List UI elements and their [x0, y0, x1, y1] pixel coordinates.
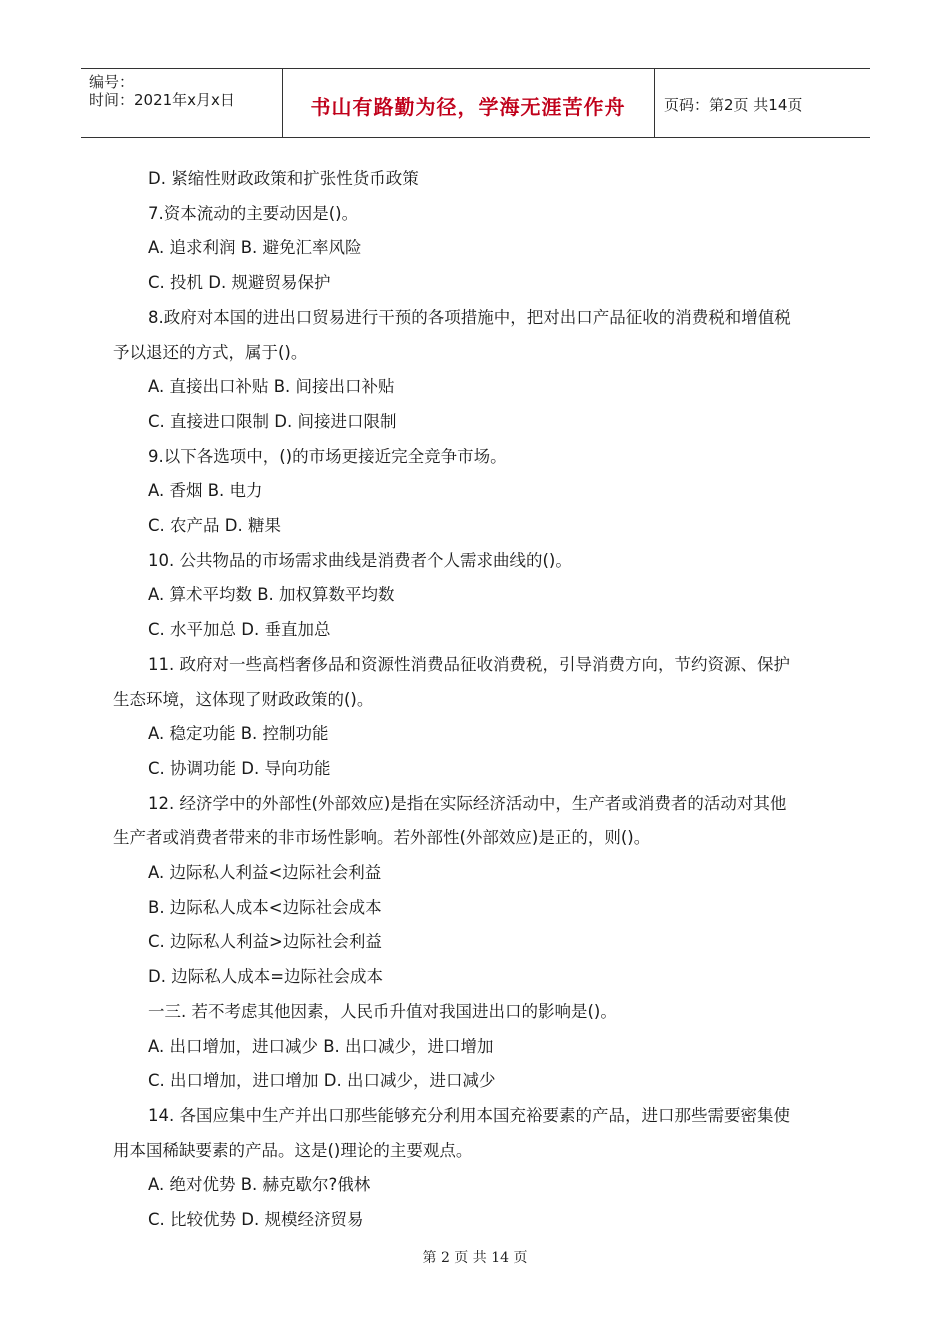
- text-line: 11. 政府对一些高档奢侈品和资源性消费品征收消费税，引导消费方向，节约资源、保护: [148, 654, 790, 674]
- text-line: 8.政府对本国的进出口贸易进行干预的各项措施中，把对出口产品征收的消费税和增值税: [148, 307, 791, 327]
- text-line: 用本国稀缺要素的产品。这是()理论的主要观点。: [113, 1140, 473, 1160]
- text-line: A. 算术平均数 B. 加权算数平均数: [148, 585, 395, 605]
- text-line: A. 绝对优势 B. 赫克歇尔?俄林: [148, 1175, 371, 1195]
- text-line: 生态环境，这体现了财政政策的()。: [113, 689, 374, 709]
- text-line: C. 农产品 D. 糖果: [148, 516, 281, 535]
- text-line: C. 出口增加，进口增加 D. 出口减少，进口减少: [148, 1071, 496, 1091]
- text-line: C. 投机 D. 规避贸易保护: [148, 273, 331, 293]
- number-label: 编号：: [89, 73, 135, 91]
- text-line: 生产者或消费者带来的非市场性影响。若外部性(外部效应)是正的，则()。: [113, 828, 651, 848]
- text-line: A. 香烟 B. 电力: [148, 481, 263, 501]
- motto-text: 书山有路勤为径，学海无涯苦作舟: [310, 95, 626, 119]
- text-line: C. 直接进口限制 D. 间接进口限制: [148, 411, 397, 431]
- text-line: 予以退还的方式，属于()。: [113, 342, 308, 362]
- text-line: A. 追求利润 B. 避免汇率风险: [148, 238, 362, 258]
- text-line: C. 比较优势 D. 规模经济贸易: [148, 1210, 364, 1229]
- text-line: A. 边际私人利益<边际社会利益: [148, 863, 382, 882]
- time-label: 时间：2021年x月x日: [89, 91, 235, 109]
- text-line: 14. 各国应集中生产并出口那些能够充分利用本国充裕要素的产品，进口那些需要密集使: [148, 1105, 790, 1125]
- text-line: D. 紧缩性财政政策和扩张性货币政策: [148, 169, 419, 188]
- page-info: 页码：第2页 共14页: [664, 96, 803, 114]
- text-line: D. 边际私人成本=边际社会成本: [148, 967, 384, 987]
- text-line: A. 直接出口补贴 B. 间接出口补贴: [148, 377, 395, 397]
- text-line: C. 协调功能 D. 导向功能: [148, 758, 331, 778]
- text-line: A. 稳定功能 B. 控制功能: [148, 724, 329, 744]
- footer-page-number: 第 2 页 共 14 页: [422, 1250, 528, 1266]
- text-line: 7.资本流动的主要动因是()。: [148, 203, 359, 223]
- text-line: 一三. 若不考虑其他因素，人民币升值对我国进出口的影响是()。: [148, 1001, 617, 1021]
- header-page-cell: [654, 69, 870, 137]
- text-line: C. 水平加总 D. 垂直加总: [148, 620, 331, 640]
- document-header: [81, 68, 870, 138]
- text-line: 12. 经济学中的外部性(外部效应)是指在实际经济活动中，生产者或消费者的活动对其他: [148, 793, 787, 813]
- header-motto-cell: [282, 69, 655, 137]
- text-line: A. 出口增加，进口减少 B. 出口减少，进口增加: [148, 1036, 494, 1056]
- text-line: B. 边际私人成本<边际社会成本: [148, 897, 382, 917]
- text-line: 9.以下各选项中，()的市场更接近完全竞争市场。: [148, 446, 507, 466]
- header-meta-cell: [81, 69, 283, 137]
- page-footer: [0, 1247, 950, 1267]
- text-line: 10. 公共物品的市场需求曲线是消费者个人需求曲线的()。: [148, 550, 572, 570]
- text-line: C. 边际私人利益>边际社会利益: [148, 932, 382, 952]
